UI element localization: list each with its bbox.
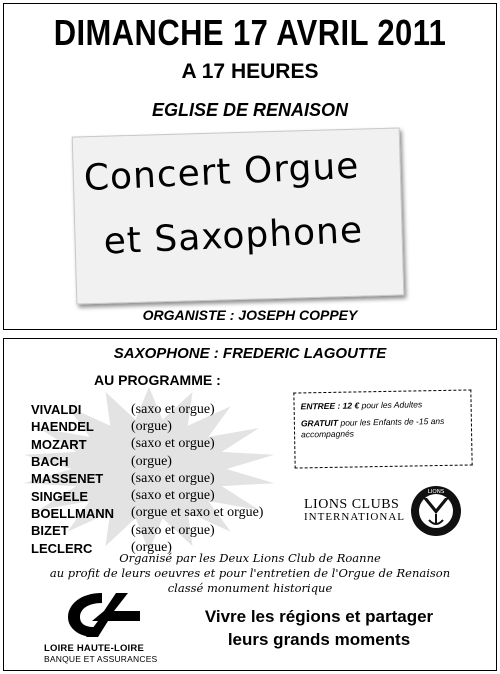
poster-top-panel bbox=[3, 3, 497, 330]
program-instruments: (saxo et orgue) bbox=[131, 436, 215, 452]
sponsor-slogan bbox=[169, 605, 469, 651]
lions-emblem-icon bbox=[409, 484, 463, 538]
program-instruments: (orgue) bbox=[131, 540, 172, 556]
lions-clubs-wordmark bbox=[304, 499, 405, 523]
program-instruments: (orgue et saxo et orgue) bbox=[131, 505, 264, 521]
organizer-line3: classé monument historique bbox=[167, 581, 333, 595]
concert-title-line2: et Saxophone bbox=[102, 209, 364, 263]
program-row bbox=[31, 522, 263, 539]
program-instruments: (orgue) bbox=[131, 418, 172, 434]
program-row bbox=[31, 505, 263, 522]
entry-info-box bbox=[293, 389, 472, 468]
event-venue: EGLISE DE RENAISON bbox=[151, 100, 349, 120]
organizer-line2: au profit de leurs oeuvres et pour l'entretien de l'Orgue de Renaison bbox=[49, 566, 451, 580]
concert-title-line1: Concert Orgue bbox=[82, 145, 361, 200]
program-row bbox=[31, 401, 263, 418]
entry-price-text: pour les Adultes bbox=[361, 399, 423, 411]
sponsor-name-line1: LOIRE HAUTE-LOIRE bbox=[44, 643, 144, 654]
event-time: A 17 HEURES bbox=[181, 60, 319, 83]
program-row bbox=[31, 453, 263, 470]
program-composer: BIZET bbox=[31, 523, 69, 539]
program-title: AU PROGRAMME : bbox=[94, 372, 221, 388]
poster-bottom-panel bbox=[3, 338, 497, 671]
entry-free-text: pour les Enfants de -15 ans accompagnés bbox=[300, 415, 445, 440]
program-composer: BOELLMANN bbox=[31, 505, 115, 521]
slogan-line1: Vivre les régions et partager bbox=[204, 607, 434, 626]
program-composer: BACH bbox=[31, 454, 69, 470]
entry-price-label: ENTREE : 12 € bbox=[300, 400, 360, 412]
program-row bbox=[31, 470, 263, 487]
credit-agricole-logo-icon bbox=[62, 589, 142, 641]
sponsor-name-line2: BANQUE ET ASSURANCES bbox=[44, 654, 158, 664]
program-composer: VIVALDI bbox=[31, 402, 82, 418]
program-instruments: (saxo et orgue) bbox=[131, 470, 215, 486]
program-composer: SINGELE bbox=[31, 488, 89, 504]
saxophonist-line: SAXOPHONE : FREDERIC LAGOUTTE bbox=[113, 345, 387, 362]
entry-free-label: GRATUIT bbox=[300, 417, 339, 429]
lions-emblem-text: LIONS bbox=[427, 489, 445, 495]
program-row bbox=[31, 487, 263, 504]
program-instruments: (saxo et orgue) bbox=[131, 522, 215, 538]
event-date: DIMANCHE 17 AVRIL 2011 bbox=[53, 12, 447, 53]
program-composer: HAENDEL bbox=[31, 419, 94, 435]
concert-title-card bbox=[72, 127, 405, 304]
organizer-line1: Organisé par les Deux Lions Club de Roanne bbox=[119, 551, 381, 565]
lions-clubs-line2: INTERNATIONAL bbox=[304, 511, 405, 523]
program-composer: MOZART bbox=[31, 436, 87, 452]
slogan-line2: leurs grands moments bbox=[227, 630, 411, 649]
organist-line: ORGANISTE : JOSEPH COPPEY bbox=[142, 307, 358, 323]
sponsor-name bbox=[44, 644, 157, 664]
program-composer: LECLERC bbox=[31, 540, 93, 556]
program-row bbox=[31, 418, 263, 435]
program-row bbox=[31, 436, 263, 453]
program-instruments: (saxo et orgue) bbox=[131, 488, 215, 504]
program-composer: MASSENET bbox=[31, 471, 104, 487]
program-instruments: (orgue) bbox=[131, 453, 172, 469]
program-instruments: (saxo et orgue) bbox=[131, 401, 215, 417]
lions-clubs-line1: LIONS CLUBS bbox=[304, 497, 400, 512]
program-list bbox=[31, 401, 263, 557]
